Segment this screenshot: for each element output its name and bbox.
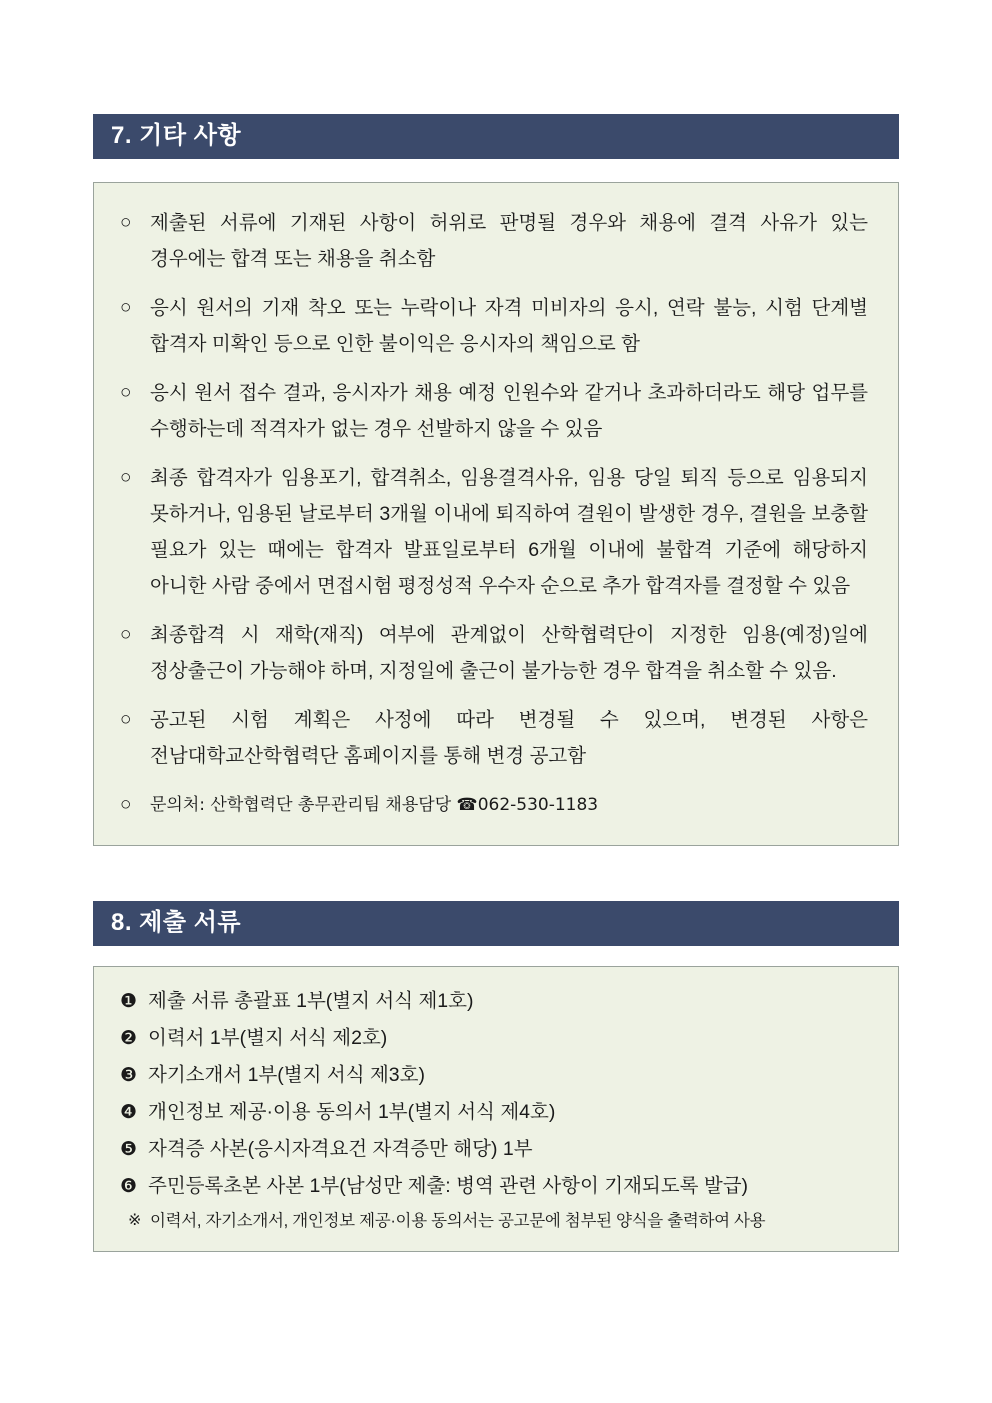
list-item	[120, 1096, 872, 1129]
list-item-contact	[120, 787, 868, 823]
list-item	[120, 1059, 872, 1092]
section-heading-8: 8. 제출 서류	[93, 901, 899, 946]
list-item	[120, 702, 868, 774]
numbered-marker-icon: ❹	[120, 1102, 138, 1123]
list-item-text: 공고된 시험 계획은 사정에 따라 변경될 수 있으며, 변경된 사항은 전남대학교산학협력단 홈페이지를 통해 변경 공고함	[150, 709, 868, 767]
list-item	[120, 1022, 872, 1055]
list-item	[120, 617, 868, 689]
list-item-text: 응시 원서의 기재 착오 또는 누락이나 자격 미비자의 응시, 연락 불능, 시험 단계별 합격자 미확인 등으로 인한 불이익은 응시자의 책임으로 함	[150, 297, 868, 355]
list-item	[120, 985, 872, 1018]
list-item	[120, 375, 868, 447]
asterisk-marker-icon: ※	[128, 1212, 142, 1229]
numbered-marker-icon: ❺	[120, 1139, 138, 1160]
circle-marker-icon: ○	[120, 794, 132, 815]
list-item-text: 제출 서류 총괄표 1부(별지 서식 제1호)	[148, 990, 474, 1012]
circle-marker-icon: ○	[120, 709, 132, 730]
circle-marker-icon: ○	[120, 297, 132, 318]
footnote	[120, 1207, 872, 1235]
circle-marker-icon: ○	[120, 382, 132, 403]
numbered-marker-icon: ❻	[120, 1176, 138, 1197]
list-item-text: 이력서 1부(별지 서식 제2호)	[148, 1027, 388, 1049]
list-item-text: 최종합격 시 재학(재직) 여부에 관계없이 산학협력단이 지정한 임용(예정)일에 정상출근이 가능해야 하며, 지정일에 출근이 불가능한 경우 합격을 취소할 수 있음.	[150, 624, 868, 682]
list-item	[120, 1170, 872, 1203]
list-item-text: 최종 합격자가 임용포기, 합격취소, 임용결격사유, 임용 당일 퇴직 등으로 임용되지 못하거나, 임용된 날로부터 3개월 이내에 퇴직하여 결원이 발생한 경우, 결원을 보충할 필요가 있는 때에는 합격자 발표일로부터 6개월 이내에 불합격 기준에 해당하지 아니한 사람 중에서 면접시험 평정성적 우수자 순으로 추가 합격자를 결정할 수 있음	[150, 467, 868, 597]
list-item-text: 주민등록초본 사본 1부(남성만 제출: 병역 관련 사항이 기재되도록 발급)	[148, 1175, 749, 1197]
list-item-text: 응시 원서 접수 결과, 응시자가 채용 예정 인원수와 같거나 초과하더라도 해당 업무를 수행하는데 적격자가 없는 경우 선발하지 않을 수 있음	[150, 382, 868, 440]
list-item-text: 자격증 사본(응시자격요건 자격증만 해당) 1부	[148, 1138, 533, 1160]
section-7-box	[93, 182, 899, 846]
section-heading-7: 7. 기타 사항	[93, 114, 899, 159]
numbered-marker-icon: ❶	[120, 991, 138, 1012]
list-item	[120, 290, 868, 362]
circle-marker-icon: ○	[120, 624, 132, 645]
document-content	[93, 114, 899, 1252]
list-item	[120, 460, 868, 604]
list-item-text: 제출된 서류에 기재된 사항이 허위로 판명될 경우와 채용에 결격 사유가 있는 경우에는 합격 또는 채용을 취소함	[150, 212, 868, 270]
list-item	[120, 1133, 872, 1166]
list-item-text: 개인정보 제공·이용 동의서 1부(별지 서식 제4호)	[148, 1101, 556, 1123]
numbered-marker-icon: ❸	[120, 1065, 138, 1086]
list-item-text: 자기소개서 1부(별지 서식 제3호)	[148, 1064, 425, 1086]
list-item	[120, 205, 868, 277]
circle-marker-icon: ○	[120, 467, 132, 488]
footnote-text: 이력서, 자기소개서, 개인정보 제공·이용 동의서는 공고문에 첨부된 양식을 출력하여 사용	[150, 1212, 766, 1230]
numbered-marker-icon: ❷	[120, 1028, 138, 1049]
contact-text: 문의처: 산학협력단 총무관리팀 채용담당 ☎062-530-1183	[150, 795, 599, 815]
section-8-box	[93, 966, 899, 1252]
circle-marker-icon: ○	[120, 212, 132, 233]
